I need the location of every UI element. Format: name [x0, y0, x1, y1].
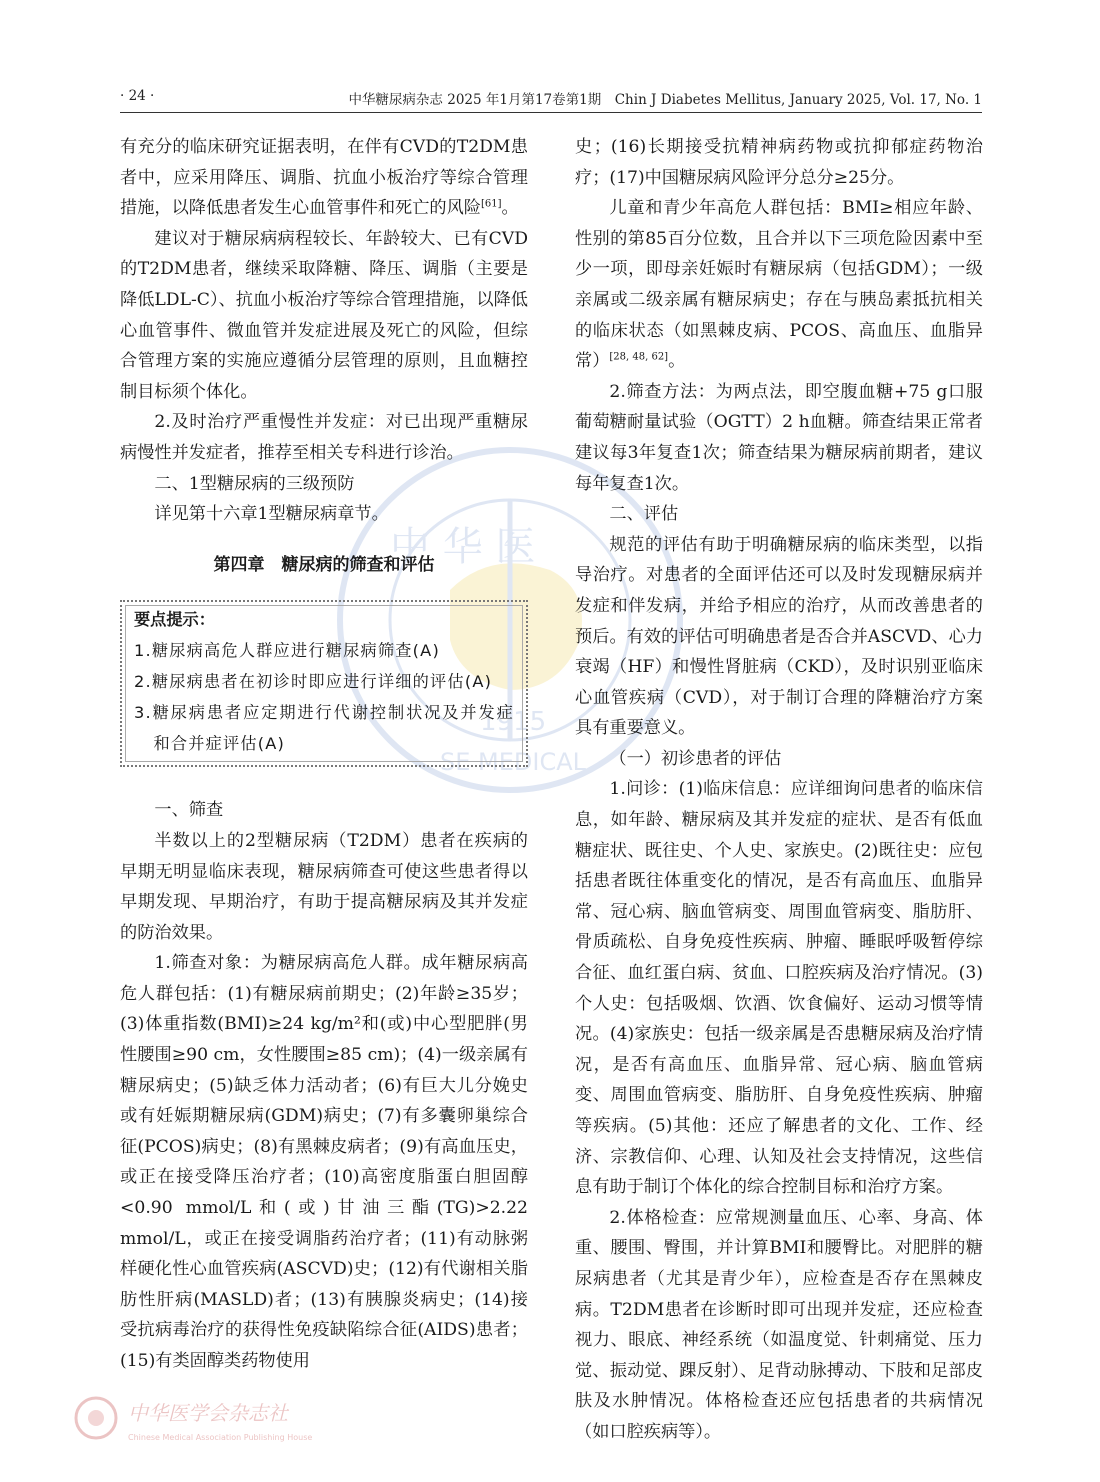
key-point-item: 3.糖尿病患者应定期进行代谢控制状况及并发症和合并症评估(A)	[134, 703, 514, 754]
journal-info: 中华糖尿病杂志 2025 年1月第17卷第1期 Chin J Diabetes Mellitus, January 2025, Vol. 17, No. 1	[348, 92, 982, 108]
seal-chars: 中 华 医	[390, 524, 536, 570]
key-points-title: 要点提示：	[134, 610, 215, 630]
header-rule	[120, 112, 982, 113]
paragraph: 儿童和青少年高危人群包括：BMI≥相应年龄、性别的第85百分位数，且合并以下三项危险因素中至少一项，即母亲妊娠时有糖尿病（包括GDM）；一级亲属或二级亲属有糖尿病史；存在与胰岛素抵抗相关的临床状态（如黑棘皮病、PCOS、高血压、血脂异常）[28, 48, 62]。	[575, 198, 983, 372]
page-number: · 24 ·	[120, 88, 155, 104]
paragraph: 2.筛查方法：为两点法，即空腹血糖+75 g口服葡萄糖耐量试验（OGTT）2 h血糖。筛查结果正常者建议每3年复查1次；筛查结果为糖尿病前期者，建议每年复查1次。	[575, 381, 983, 494]
chapter-title: 第四章 糖尿病的筛查和评估	[213, 554, 435, 575]
running-header	[120, 88, 982, 110]
right-column	[575, 132, 983, 1448]
key-point-item: 2.糖尿病患者在初诊时即应进行详细的评估(A)	[134, 672, 493, 692]
publisher-name-en: Chinese Medical Association Publishing House	[128, 1433, 313, 1442]
section-heading: 二、评估	[609, 504, 679, 525]
paragraph: 1.筛查对象：为糖尿病高危人群。成年糖尿病高危人群包括：(1)有糖尿病前期史；(2)年龄≥35岁；(3)体重指数(BMI)≥24 kg/m²和(或)中心型肥胖(男性腰围≥90 cm，女性腰围≥85 cm)；(4)一级亲属有糖尿病史；(5)缺乏体力活动者；(6)有巨大儿分娩史或有妊娠期糖尿病(GDM)病史；(7)有多囊卵巢综合征(PCOS)病史；(8)有黑棘皮病者；(9)有高血压史，或正在接受降压治疗者；(10)高密度脂蛋白胆固醇<0.90 mmol/L和(或)甘油三酯(TG)>2.22 mmol/L，或正在接受调脂药治疗者；(11)有动脉粥样硬化性心血管疾病(ASCVD)史；(12)有代谢相关脂肪性肝病(MASLD)者；(13)有胰腺炎病史；(14)接受抗病毒治疗的获得性免疫缺陷综合征(AIDS)患者；(15)有类固醇类药物使用	[120, 953, 528, 1371]
seal-motto: SE MEDICAL	[440, 748, 587, 776]
paragraph: 建议对于糖尿病病程较长、年龄较大、已有CVD的T2DM患者，继续采取降糖、降压、调脂（主要是降低LDL-C）、抗血小板治疗等综合管理措施，以降低心血管事件、微血管并发症进展及死亡的风险，但综合管理方案的实施应遵循分层管理的原则，且血糖控制目标须个体化。	[120, 228, 528, 402]
paragraph: 详见第十六章1型糖尿病章节。	[154, 504, 389, 525]
paragraph: 有充分的临床研究证据表明，在伴有CVD的T2DM患者中，应采用降压、调脂、抗血小板治疗等综合管理措施，以降低患者发生心血管事件和死亡的风险[61]。	[120, 137, 528, 219]
subsection-heading: （一）初诊患者的评估	[609, 748, 782, 769]
section-heading: 一、筛查	[154, 800, 224, 821]
paragraph: 2.及时治疗严重慢性并发症：对已出现严重糖尿病慢性并发症者，推荐至相关专科进行诊治。	[120, 412, 528, 463]
paragraph: 规范的评估有助于明确糖尿病的临床类型，以指导治疗。对患者的全面评估还可以及时发现糖尿病并发症和伴发病，并给予相应的治疗，从而改善患者的预后。有效的评估可明确患者是否合并ASCVD、心力衰竭（HF）和慢性肾脏病（CKD），及时识别亚临床心血管疾病（CVD），对于制订合理的降糖治疗方案具有重要意义。	[575, 534, 983, 739]
paragraph: 半数以上的2型糖尿病（T2DM）患者在疾病的早期无明显临床表现，糖尿病筛查可使这些患者得以早期发现、早期治疗，有助于提高糖尿病及其并发症的防治效果。	[120, 830, 528, 943]
seal-year: 1915	[480, 707, 547, 737]
citation: [61]	[480, 198, 502, 210]
publisher-name: 中华医学会杂志社	[128, 1401, 288, 1425]
left-column	[120, 132, 528, 1377]
publisher-logo	[72, 1390, 402, 1450]
citation: [28, 48, 62]	[609, 351, 669, 363]
key-points-box	[120, 600, 528, 767]
key-point-item: 1.糖尿病高危人群应进行糖尿病筛查(A)	[134, 641, 440, 661]
paragraph: 史；(16)长期接受抗精神病药物或抗抑郁症药物治疗；(17)中国糖尿病风险评分总分≥25分。	[575, 137, 983, 188]
paragraph: 1.问诊：(1)临床信息：应详细询问患者的临床信息，如年龄、糖尿病及其并发症的症状、是否有低血糖症状、既往史、个人史、家族史。(2)既往史：应包括患者既往体重变化的情况，是否有高血压、血脂异常、冠心病、脑血管病变、周围血管病变、脂肪肝、骨质疏松、自身免疫性疾病、肿瘤、睡眠呼吸暂停综合征、血红蛋白病、贫血、口腔疾病及治疗情况。(3)个人史：包括吸烟、饮酒、饮食偏好、运动习惯等情况。(4)家族史：包括一级亲属是否患糖尿病及治疗情况，是否有高血压、血脂异常、冠心病、脑血管病变、周围血管病变、脂肪肝、自身免疫性疾病、肿瘤等疾病。(5)其他：还应了解患者的文化、工作、经济、宗教信仰、心理、认知及社会支持情况，这些信息有助于制订个体化的综合控制目标和治疗方案。	[575, 779, 983, 1198]
subsection-heading: 二、1型糖尿病的三级预防	[154, 473, 355, 494]
paragraph: 2.体格检查：应常规测量血压、心率、身高、体重、腰围、臀围，并计算BMI和腰臀比。对肥胖的糖尿病患者（尤其是青少年），应检查是否存在黑棘皮病。T2DM患者在诊断时即可出现并发症，还应检查视力、眼底、神经系统（如温度觉、针刺痛觉、压力觉、振动觉、踝反射）、足背动脉搏动、下肢和足部皮肤及水肿情况。体格检查还应包括患者的共病情况（如口腔疾病等）。	[575, 1207, 983, 1442]
